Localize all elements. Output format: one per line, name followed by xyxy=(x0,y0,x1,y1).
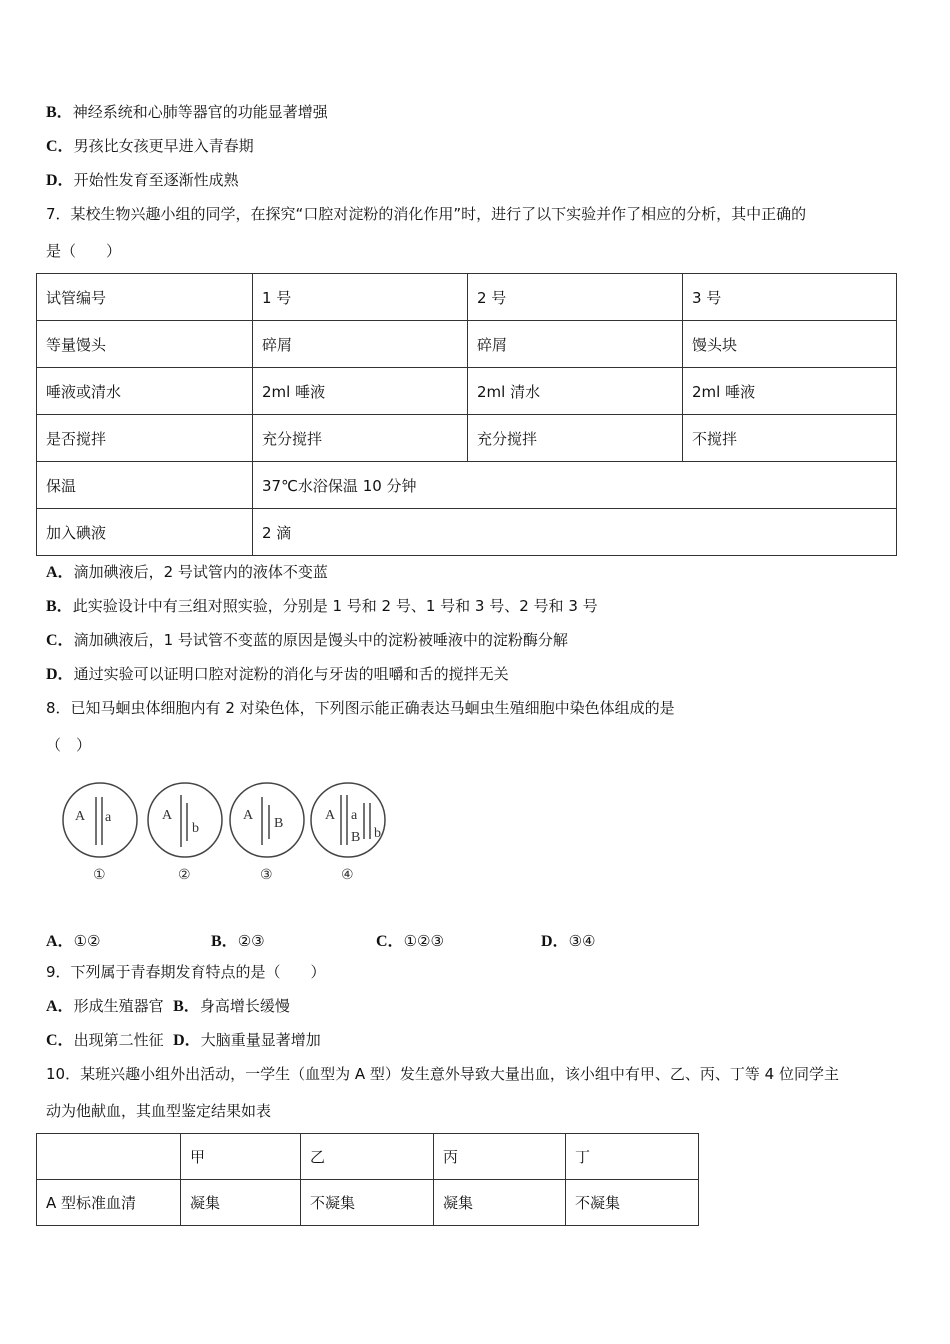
q7-stem-cont: 是（ ） xyxy=(46,242,122,260)
q8-option-d: D．③④ xyxy=(541,932,596,950)
table-cell: 充分搅拌 xyxy=(253,415,468,462)
q8-option-b: B．②③ xyxy=(211,932,265,950)
figure-label-1: ① xyxy=(93,868,106,883)
table-cell: 馒头块 xyxy=(683,321,897,368)
q10-blood-type-table xyxy=(36,1133,699,1226)
q7-experiment-table xyxy=(36,273,897,556)
q9-options-row2: C．出现第二性征 D．大脑重量显著增加 xyxy=(46,1031,321,1049)
q9-stem: 9．下列属于青春期发育特点的是（ ） xyxy=(46,963,326,981)
table-row xyxy=(37,274,897,321)
table-cell: 乙 xyxy=(301,1134,434,1180)
table-row xyxy=(37,1180,699,1226)
table-cell: 是否搅拌 xyxy=(37,415,253,462)
table-row xyxy=(37,1134,699,1180)
table-cell: 2ml 清水 xyxy=(468,368,683,415)
figure-label-4: ④ xyxy=(341,868,354,883)
table-cell: 碎屑 xyxy=(468,321,683,368)
table-row xyxy=(37,368,897,415)
table-cell: 2 滴 xyxy=(253,509,897,556)
table-cell: 甲 xyxy=(181,1134,301,1180)
gene-label: b xyxy=(374,826,381,841)
q7-option-d: D．通过实验可以证明口腔对淀粉的消化与牙齿的咀嚼和舌的搅拌无关 xyxy=(46,665,509,683)
table-cell: 加入碘液 xyxy=(37,509,253,556)
q6-option-c: C．男孩比女孩更早进入青春期 xyxy=(46,137,254,155)
q8-option-c: C．①②③ xyxy=(376,932,444,950)
table-cell: 不凝集 xyxy=(301,1180,434,1226)
gene-label: B xyxy=(274,816,284,831)
table-cell: 凝集 xyxy=(434,1180,566,1226)
table-cell: 2ml 唾液 xyxy=(253,368,468,415)
q7-option-c: C．滴加碘液后，1 号试管不变蓝的原因是馒头中的淀粉被唾液中的淀粉酶分解 xyxy=(46,631,568,649)
cell-2 xyxy=(148,783,222,857)
table-cell: A 型标准血清 xyxy=(37,1180,181,1226)
q7-stem: 7．某校生物兴趣小组的同学，在探究“口腔对淀粉的消化作用”时，进行了以下实验并作了相应的分析，其中正确的 xyxy=(46,205,807,223)
table-cell: 试管编号 xyxy=(37,274,253,321)
table-row xyxy=(37,509,897,556)
cell-4 xyxy=(311,783,385,857)
q10-stem: 10．某班兴趣小组外出活动，一学生（血型为 A 型）发生意外导致大量出血，该小组中有甲、乙、丙、丁等 4 位同学主 xyxy=(46,1065,839,1083)
table-cell: 3 号 xyxy=(683,274,897,321)
table-cell: 37℃水浴保温 10 分钟 xyxy=(253,462,897,509)
figure-label-2: ② xyxy=(178,868,191,883)
q7-option-b: B．此实验设计中有三组对照实验，分别是 1 号和 2 号、1 号和 3 号、2 号和 3 号 xyxy=(46,597,598,615)
table-row xyxy=(37,462,897,509)
table-cell: 保温 xyxy=(37,462,253,509)
q8-stem-cont: （ ） xyxy=(46,736,92,754)
chromosome-figure xyxy=(55,775,415,887)
q8-stem: 8．已知马蛔虫体细胞内有 2 对染色体，下列图示能正确表达马蛔虫生殖细胞中染色体组成的是 xyxy=(46,699,675,717)
gene-label: b xyxy=(192,821,199,836)
table-cell: 不搅拌 xyxy=(683,415,897,462)
table-cell: 丁 xyxy=(566,1134,699,1180)
table-cell: 1 号 xyxy=(253,274,468,321)
table-cell: 唾液或清水 xyxy=(37,368,253,415)
q9-options-row1: A．形成生殖器官 B．身高增长缓慢 xyxy=(46,997,290,1015)
table-cell xyxy=(37,1134,181,1180)
gene-label: A xyxy=(75,809,86,824)
gene-label: A xyxy=(243,808,254,823)
cell-3 xyxy=(230,783,304,857)
table-cell: 充分搅拌 xyxy=(468,415,683,462)
gene-label: B xyxy=(351,830,361,845)
gene-label: a xyxy=(105,810,112,825)
figure-label-3: ③ xyxy=(260,868,273,883)
table-cell: 凝集 xyxy=(181,1180,301,1226)
gene-label: A xyxy=(325,808,336,823)
q6-option-d: D．开始性发育至逐渐性成熟 xyxy=(46,171,239,189)
gene-label: A xyxy=(162,808,173,823)
q7-option-a: A．滴加碘液后，2 号试管内的液体不变蓝 xyxy=(46,563,328,581)
q6-option-b: B．神经系统和心肺等器官的功能显著增强 xyxy=(46,103,328,121)
table-row xyxy=(37,321,897,368)
q8-option-a: A．①② xyxy=(46,932,101,950)
gene-label: a xyxy=(351,808,358,823)
table-cell: 不凝集 xyxy=(566,1180,699,1226)
table-cell: 丙 xyxy=(434,1134,566,1180)
table-cell: 碎屑 xyxy=(253,321,468,368)
table-row xyxy=(37,415,897,462)
table-cell: 等量馒头 xyxy=(37,321,253,368)
q10-stem-cont: 动为他献血，其血型鉴定结果如表 xyxy=(46,1102,272,1120)
table-cell: 2 号 xyxy=(468,274,683,321)
table-cell: 2ml 唾液 xyxy=(683,368,897,415)
